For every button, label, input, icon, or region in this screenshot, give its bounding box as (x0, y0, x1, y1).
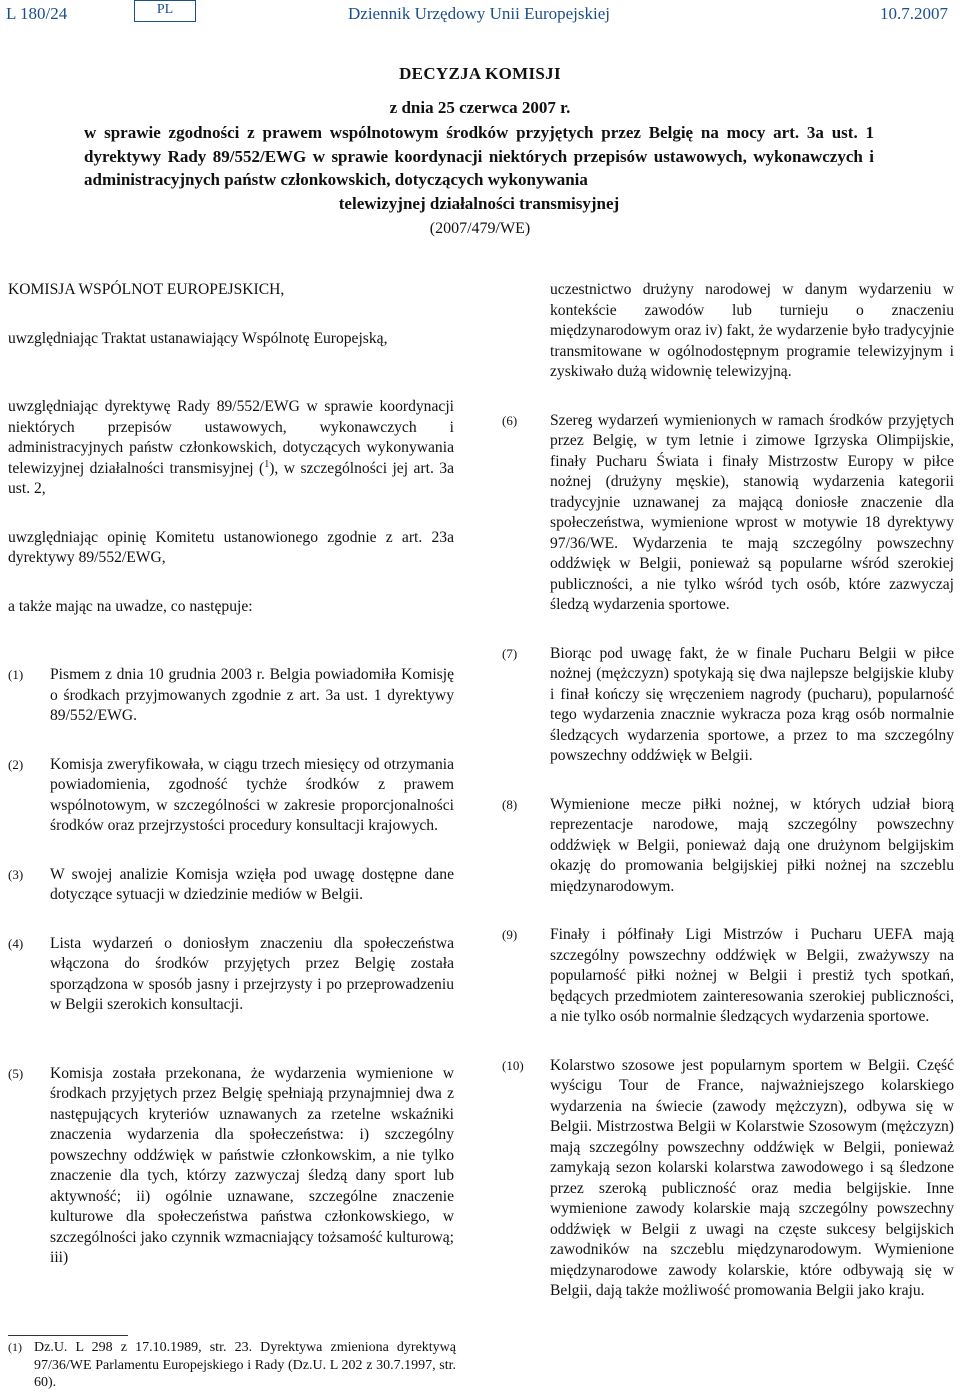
recital-item (502, 411, 954, 616)
recital-text: W swojej analizie Komisja wzięła pod uwagę dostępne dane dotyczące sytuacji w dziedzinie mediów w Belgii. (50, 865, 454, 903)
decision-date: z dnia 25 czerwca 2007 r. (389, 98, 571, 117)
recital-number: (8) (502, 796, 518, 812)
recital-number: (3) (8, 866, 24, 882)
decision-heading: DECYZJA KOMISJI (399, 64, 561, 83)
recital-text: Komisja zweryfikowała, w ciągu trzech miesięcy od otrzymania powiadomienia, zgodność tychże środków z prawem wspólnotowym, w szczególności w zakresie proporcjonalności środków oraz przejrzystości procedury konsultacji krajowych. (50, 755, 454, 834)
recital-text: Szereg wydarzeń wymienionych w ramach środków przyjętych przez Belgię, w tym letnie i zimowe Igrzyska Olimpijskie, finały Pucharu Świata i finały Mistrzostw Europy w piłce nożnej (drużyny męskie), stanowią wydarzenia kategorii tradycyjnie uznawanej za mającą doniosłe znaczenie dla społeczeństwa, wymienione wprost w motywie 18 dyrektywy 97/36/WE. Wydarzenia te mają szczególny powszechny oddźwięk w Belgii, ponieważ są popularne wśród szerokiej publiczności, a nie tylko wśród tych osób, które zazwyczaj śledzą wydarzenia sportowe. (550, 411, 954, 613)
footnote-text: Dz.U. L 298 z 17.10.1989, str. 23. Dyrektywa zmieniona dyrektywą 97/36/WE Parlamentu Europejskiego i Rady (Dz.U. L 202 z 30.7.1997, str. 60). (34, 1340, 456, 1390)
recital-text: Finały i półfinały Ligi Mistrzów i Pucharu UEFA mają szczególny powszechny oddźwięk w Belgii, zważywszy na popularność piłki nożnej w Belgii i prestiż tych spotkań, będących przedmiotem zainteresowania szerokiej publiczności, a nie tylko osób normalnie śledzących wydarzenia sportowe. (550, 926, 954, 1025)
recital-directive-text: uwzględniając dyrektywę Rady 89/552/EWG w sprawie koordynacji niektórych przepisów ustawowych, wykonawczych i administracyjnych państw członkowskich, dotyczących wykonywania telewizyjnej działalności transmisyjnej ( (8, 398, 454, 477)
recital-text: Biorąc pod uwagę fakt, że w finale Pucharu Belgii w piłce nożnej (mężczyzn) spotykają się dwa najlepsze belgijskie kluby i finał kończy się wręczeniem nagrody (pucharu), popularność tego wydarzenia znacznie wykracza poza krąg osób normalnie śledzących wydarzenia sportowe, a przez to ma szczególny powszechny oddźwięk w Belgii. (550, 644, 954, 764)
recital-text: Komisja została przekonana, że wydarzenia wymienione w środkach przyjętych przez Belgię spełniają przynajmniej dwa z następujących kryteriów uznawanych za rzetelne wskaźniki znaczenia wydarzenia dla społeczeństwa: i) szczególny powszechny oddźwięk w państwie członkowskim, a nie tylko znaczenie dla tych, którzy zazwyczaj śledzą dany sport lub aktywność; ii) ogólnie uznawane, szczególne znaczenie kulturowe dla społeczeństwa państwa członkowskiego, w szczególności jako czynnik wzmacniający tożsamość kulturową; iii) (50, 1064, 454, 1266)
recital-text: Pismem z dnia 10 grudnia 2003 r. Belgia powiadomiła Komisję o środkach przyjmowanych zgodnie z art. 3a ust. 1 dyrektywy 89/552/EWG. (50, 666, 454, 724)
decision-reference: (2007/479/WE) (429, 220, 531, 237)
recital-number: (7) (502, 645, 518, 661)
recital-item (502, 795, 954, 898)
recital-text: uczestnictwo drużyny narodowej w danym wydarzeniu w kontekście zawodów lub turnieju o znaczeniu międzynarodowym oraz iv) fakt, że wydarzenie było tradycyjnie transmitowane w ogólnodostępnym programie telewizyjnym i zyskiwało dużą widownię telewizyjną. (550, 281, 954, 380)
recital-number: (5) (8, 1065, 24, 1081)
footnote-number: (1) (8, 1340, 22, 1354)
recital-directive-end: ), w szczególności jej art. 3a ust. 2, (8, 459, 455, 497)
recital-treaty: uwzględniając Traktat ustanawiający Wspólnotę Europejską, (8, 329, 388, 347)
recital-text: Lista wydarzeń o doniosłym znaczeniu dla społeczeństwa włączona do środków przyjętych przez Belgię została sporządzona w sposób jasny i przejrzysty i po przeprowadzeniu w Belgii szerokich konsultacji. (50, 934, 454, 1013)
recital-item (502, 925, 954, 1028)
recital-continuation (502, 280, 954, 383)
recital-whereas: a także mając na uwadze, co następuje: (8, 597, 253, 615)
right-column (502, 280, 954, 1302)
recital-text: Wymienione mecze piłki nożnej, w których udział biorą reprezentacje narodowe, mają szczególny powszechny oddźwięk w Belgii, ponieważ dają one drużynom belgijskim okazję do promowania belgijskiej piłki nożnej na szczeblu międzynarodowym. (550, 795, 954, 895)
decision-subject-end: telewizyjnej działalności transmisyjnej (338, 193, 620, 213)
recital-item (502, 644, 954, 767)
recital-item (8, 1064, 454, 1269)
recital-item (8, 934, 454, 1016)
recital-number: (6) (502, 412, 518, 428)
left-column (8, 280, 454, 1269)
recital-item (8, 755, 454, 837)
footnote-ref: 1 (264, 458, 270, 470)
decision-subject-text: w sprawie zgodności z prawem wspólnotowym środków przyjętych przez Belgię na mocy art. 3a ust. 1 dyrektywy Rady 89/552/EWG w sprawie koordynacji niektórych przepisów ustawowych, wykonawczych i administracyjnych państw członkowskich, dotyczących wykonywania (84, 123, 874, 189)
language-badge: PL (134, 0, 196, 22)
recital-item (8, 865, 454, 906)
page-reference: L 180/24 (6, 4, 68, 23)
recital-number: (4) (8, 935, 24, 951)
recital-directive (8, 397, 454, 500)
recital-number: (1) (8, 667, 24, 682)
recital-committee: uwzględniając opinię Komitetu ustanowionego zgodnie z art. 23a dyrektywy 89/552/EWG, (8, 528, 454, 566)
recital-item (502, 1056, 954, 1302)
institution-line: KOMISJA WSPÓLNOT EUROPEJSKICH, (8, 281, 285, 298)
journal-title: Dziennik Urzędowy Unii Europejskiej (348, 4, 611, 23)
recital-number: (9) (502, 927, 518, 942)
recital-number: (2) (8, 756, 24, 772)
recital-text: Kolarstwo szosowe jest popularnym sportem w Belgii. Część wyścigu Tour de France, najważniejszego kolarskiego wydarzenia na świecie (zawody mężczyzn), odbywa się w Belgii. Mistrzostwa Belgii w Kolarstwie Szosowym (mężczyzn) mają szczególny powszechny oddźwięk w Belgii, ponieważ zamykają sezon kolarski kolarstwa zawodowego i są śledzone przez szeroką publiczność oraz media belgijskie. Inne wymienione zawody kolarskie mają szczególny powszechny oddźwięk w Belgii z uwagi na częste sukcesy belgijskich zawodników na szczeblu międzynarodowym. Wymienione międzynarodowe zawody kolarskie, które odbywają się w Belgii, dają także możliwość promowania Belgii jako kraju. (550, 1056, 954, 1299)
publication-date: 10.7.2007 (880, 4, 948, 23)
footnote-divider (8, 1335, 128, 1336)
recital-item (8, 665, 454, 727)
footnote (8, 1339, 456, 1392)
decision-subject (84, 121, 874, 215)
recital-number: (10) (502, 1057, 524, 1073)
